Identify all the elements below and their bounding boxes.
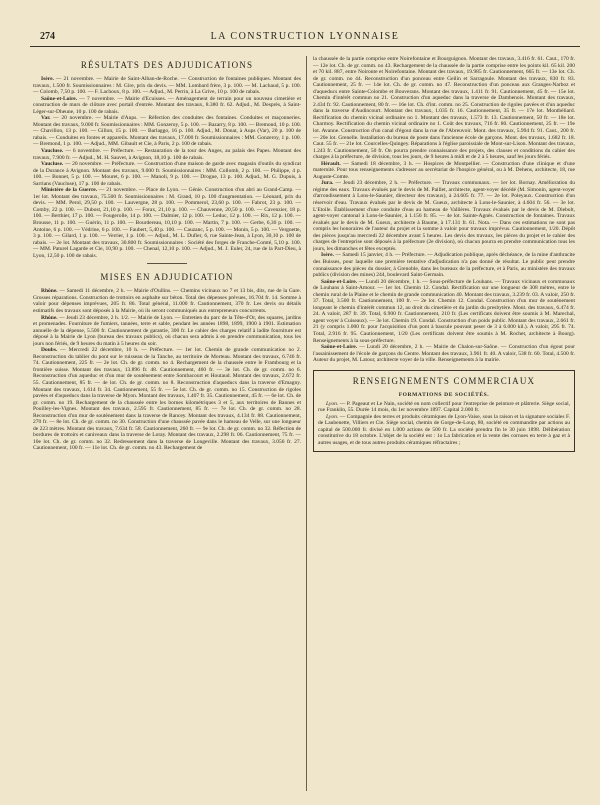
notice-department: Saône-et-Loire. — [321, 344, 358, 351]
notice-department: Jura. — [321, 180, 334, 187]
societe-city: Lyon. — [326, 413, 339, 420]
right-column — [313, 56, 575, 791]
notice-department: Saône-et-Loire. — [41, 95, 78, 102]
page-number: 274 — [40, 31, 55, 42]
notice-paragraph — [33, 315, 301, 348]
notice-paragraph — [313, 161, 575, 181]
notice-department: Hérault. — [321, 160, 341, 167]
notice-department: Ministère de la Guerre. — [41, 187, 98, 194]
notice-paragraph — [33, 347, 301, 452]
notice-department: Rhône. — [41, 314, 58, 321]
notice-text: — 20 novembre. — Préfecture. — Construction d'une maison de garde avec magasin d'outils du syndicat de la Durance à Avignon. Montant des travaux, 9.000 fr. Soumissionnaires : MM. Collomb, 2 p. 100. — Philippe, 4 p. 100. — Bonnet, 5 p. 100. — Mouret, 6 p. 100. — Manoli, 9 p. 100. — Drogue, 13 p. 100. Adjud., M. G. Dupuis, à Sarrians (Vaucluse), 17 p. 100 de rabais. — [33, 161, 301, 187]
notice-paragraph — [33, 148, 301, 161]
societe-paragraph — [318, 401, 570, 414]
notice-paragraph — [313, 344, 575, 364]
notice-department: Var. — [41, 115, 51, 122]
notice-paragraph — [33, 96, 301, 116]
page-header — [30, 30, 580, 47]
mises-list — [33, 288, 301, 452]
notice-paragraph — [33, 288, 301, 314]
notice-text: — Lundi 20 décembre, 1 h. — Sous-préfecture de Louhans. — Travaux vicinaux et communaux de Louhans à Saint-Amour. — 1er lot. Chemin 12. Condal. Rectification sur une longueur de 308 mètres, entre le chemin rural de la Plaine et le chemin de grande communication 40. Montant des travaux, 3.239 fr. 03. A valoir, 250 fr. 37. Total, 3.500 fr. Cautionnement, 100 fr. — 2e lot. Chemin 12. Condal. Construction d'un mur de soutènement longeant le chemin d'intérêt commun 12, au droit du cimetière et du jardin du presbytère. Mont. des travaux, 6.474 fr. 24. A valoir, 287 fr. 39. Total, 6.900 fr. Cautionnement, 210 fr. (Les certificats doivent être soumis à M. Marechal, agent voyer à Cuiseaux). — 3e lot. Chemin 19. Condal. Construction d'un poids public. Montant des travaux, 2.661 fr. 21 (y compris 1.000 fr. pour l'acquisition d'un pont à bascule pouvant peser de 3 à 6.000 kil.). A valoir, 295 fr. 74. Total, 2.916 fr. 95. Cautionnement, 1/20 (Les certificats doivent être soumis à M. Rochet, architecte à Bourg). Renseignements à la sous-préfecture. — [313, 278, 575, 344]
notice-paragraph — [33, 76, 301, 96]
journal-title: LA CONSTRUCTION LYONNAISE — [210, 31, 400, 42]
notice-text: — Samedi 15 janvier, 4 h. — Préfecture. — Adjudication publique, après déchéance, de la mine d'anthracite des Buisses, pour laquelle une première tentative d'adjudication n'a pas donné de résultat. Le public peut prendre connaissance des pièces du dossier, à Grenoble, dans les bureaux de la préfecture, et à Paris, au ministère des travaux publics (division des mines) 244, boulevard Saint-Germain. — [313, 252, 575, 279]
societe-paragraph — [318, 414, 570, 447]
adjudications-heading: RÉSULTATS DES ADJUDICATIONS — [80, 60, 254, 70]
notice-paragraph — [33, 161, 301, 187]
societe-text: — P. Pageaut et Le Nain, société en nom collectif pour l'entreprise de peinture et plâtrerie. Siège social, rue Franklin, 55. Durée 14 mois, du 1er novembre 1897. Capital 2.000 fr. — [318, 400, 570, 414]
notice-department: Rhône. — [41, 288, 58, 295]
mises-heading: MISES EN ADJUDICATION — [100, 272, 234, 283]
notice-text: — 7 novembre. — Mairie d'Ecuisses. — Aménagement de terrain pour un nouveau cimetière et construction de murs de clôture avec portail d'entrée. Montant des travaux, 8.380 fr. 62. Adjud., M. Desprès, à Saint-Léger-sur-Dheune, 10 p. 100 de rabais. — [33, 95, 301, 115]
notice-department: Isère. — [321, 252, 334, 259]
societe-city: Lyon. — [326, 400, 339, 407]
notice-text: — 6 novembre. — Préfecture. — Restauration de la tour des Anges, au palais des Papes. Montant des travaux, 7.900 fr. — Adjud., M. H. Sauvet, à Avignon, 18,10 p. 100 de rabais. — [33, 148, 301, 161]
notice-text: — Mercredi 22 décembre, 10 h. — Préfecture. — 1er lot. Chemin de grande communication no 2. Reconstruction du tablier du pont sur le ruisseau de la Tanche, au territoire de Morteau. Montant des travaux, 6.746 fr. 74. Cautionnement, 225 fr. — 2e lot. Ch. de gr. comm. no 4. Rechargement de la chaussée entre le Frambourg et la frontière suisse. Montant des travaux, 13.896 fr. 48. Cautionnement, 460 fr. — 3e lot. Ch. de gr. comm. no 6. Reconstruction d'un aqueduc et d'un mur de soutènement entre Sombacourt et Houtaud. Montant des travaux, 2.672 fr. 55. Cautionnement, 85 fr. — 4e lot. Ch. de gr. comm. no 8. Reconstruction d'aqueducs dans la traverse d'Emagny. Montant des travaux, 1.614 fr. 34. Cautionnement, 55 fr. — 5e lot. Ch. de gr. comm. no 15. Construction de rigoles pavées et d'aqueducs dans la traverse de Myon. Montant des travaux, 1.407 fr. 35. Cautionnement, 45 fr. — 6e lot. Ch. de gr. comm. no 19. Rechargement de la chaussée entre les bornes kilométriques 3 et 5, aux territoires de Bannes et Pouilley-les-Vignes. Montant des travaux, 2.595 fr. Cautionnement, 85 fr. — 7e lot. Ch. de gr. comm. no 28. Reconstruction d'un mur de soutènement dans la traverse de Rancey. Montant des travaux, 4.134 fr. 88. Cautionnement, 270 fr. — 8e lot. Ch. de gr. comm. no 30. Construction d'une chaussée pavée dans le hameau de Velle, sur une longueur de 223 mètres. Montant des travaux, 7.634 fr. 58. Cautionnement, 260 fr. — 9e lot. Ch. de gr. comm. no 32. Réfection de bordures de trottoirs et caniveaux dans la traverse de Loray. Montant des travaux, 2.298 fr. 06. Cautionnement, 75 fr. — 10e lot. Ch. de gr. comm. no 32. Redressement dans la traverse de Longeville. Montant des travaux, 3.056 fr. 27. Cautionnement, 100 fr. — 11e lot. Ch. de gr. comm. no 43. Rechargement de — [33, 347, 301, 452]
notice-text: — 21 novembre. — Mairie de Saint-Alban-de-Roche. — Construction de fontaines publiques. Montant des travaux, 1.500 fr. Soumissionnaires : M. Gire, prix du devis. — MM. Lombard frère, 3 p. 100. — M. Lachaud, 5 p. 100. — Colomb, 7,50 p. 100. — F. Lachoux, 8 p. 100. — Adjud., M. Perrin, à La Grive, 10 p. 100 de rabais. — [33, 76, 301, 96]
notice-paragraph — [33, 187, 301, 259]
section-divider — [147, 263, 187, 264]
notice-text: — Lundi 20 décembre, 2 h. — Mairie de Chalon-sur-Saône. — Construction d'un égout pour l'assainissement de l'école de garçons du Centre. Montant des travaux, 3.961 fr. 40. A valoir, 538 fr. 60. Total, 4.500 fr. Auteur du projet, M. Latour, architecte voyer de la ville. Renseignements à la mairie. — [313, 344, 575, 364]
notice-department: Isère. — [41, 76, 54, 82]
societes-heading: FORMATIONS DE SOCIÉTÉS. — [398, 391, 490, 398]
notice-department: Vaucluse. — [41, 148, 64, 155]
notice-department: Saône-et-Loire. — [321, 278, 358, 285]
notice-text: — Samedi 18 décembre, 3 h. — Hospices de Montpellier. — Construction d'une clinique et d'une maternité. Pour tous renseignements s'adresser au secrétariat de l'hospice général, ou à M. Dehens, architecte, 18, rue Auguste-Comte. — [313, 160, 575, 180]
notice-department: Vaucluse. — [41, 161, 64, 168]
commercial-section — [313, 370, 575, 452]
notice-paragraph — [313, 279, 575, 344]
notice-paragraph — [313, 252, 575, 278]
notice-paragraph — [33, 115, 301, 148]
continuation-paragraph: la chaussée de la partie comprise entre Noirefontaine et Bourguignon. Montant des travaux, 3.416 fr. 61. Caut., 170 fr. — 12e lot. Ch. de gr. comm. no 43. Rechargement de la chaussée de la partie comprise entre les points kil. 65 kil. 200 et 70 kil. 887, entre Noironte et Noirefontaine. Montant des travaux, 19.985 fr. Cautionnement, 665 fr. — 13e lot. Ch. de gr. comm. no 44. Reconstruction d'un ponceau entre Geilin et Sarragoule. Montant des travaux, 830 fr. 83. Cautionnement, 25 fr. — 14e lot. Ch. de gr. comm. no 47. Reconstruction d'un ponceau aux Granges-Narboz et d'aqueducs entre Sainte-Colombe et Bouverans. Montant des travaux, 1.411 fr. 91. Cautionnement, 45 fr. — 15e lot. Chemin d'intérêt commun no 21. Construction d'un aqueduc dans la traverse de Dambenois. Montant des travaux, 2.434 fr. 92. Cautionnement, 80 fr. — 16e lot. Ch. d'int. comm. no 25. Construction de rigoles pavées et d'un aqueduc dans la traverse d'Audincourt. Montant des travaux, 1.035 fr. 16. Cautionnement, 35 fr. — 17e lot. Montbéliard. Rectification du chemin vicinal ordinaire no 1. Montant des travaux, 1.573 fr. 13. Cautionnement, 50 fr. — 18e lot. Charmoy. Rectification du chemin vicinal ordinaire no 1. Coût des travaux, 716 fr. 80. Cautionnement, 25 fr. — 19e lot. Avanne. Construction d'un canal d'égout dans la rue de l'Abreuvoir. Mont. des travaux, 5.994 fr. 91. Caut., 200 fr. — 20e lot. Grenelle. Installation du bureau de poste dans l'ancienne école de garçons. Mont. des travaux, 1.682 fr. 18. Caut. 55 fr. — 21e lot. Courcelles-Quingey. Réparations à l'église paroissiale de Mont-sur-Lison. Montant des travaux, 1.243 fr. Cautionnement, 50 fr. On pourra prendre connaissance des projets, des clauses et conditions du cahier des charges à la préfecture, 4e division, tous les jours, de 9 heures à midi et de 2 à 5 heures, sauf les jours fériés. — [313, 56, 575, 161]
notice-text: — 20 novembre. — Mairie d'Aups. — Réfection des conduites des fontaines. Conduites et maçonneries. Montant des travaux, 9.000 fr. Soumissionnaires : MM. Gonzeroy, 5 p. 100. — Bazarry, 8 p. 100. — Bremond, 10 p. 100. — Chavillon, 13 p. 100. — Gillon, 15 p. 100. — Barlaggo, 16 p. 100. Adjud., M. Donat, à Aups (Var), 20 p. 100 de rabais. — Conduites en fontes et appareils. Montant des travaux, 17.000 fr. Soumissionnaires : MM. Gonzeroy, 1 p. 100. — Bremond, 1 p. 100. — Adjud., MM. Gibault et Cie, à Paris, 2 p. 100 de rabais. — [33, 115, 301, 148]
notice-paragraph — [313, 180, 575, 252]
societe-text: — Compagnie des terres et produits céramiques de Lyon-Vaise, sous la raison et la signature sociales F. de Laubenette, Villiers et Cie. Siège social, chemin de Gorge-de-Loup, 80, société en commandite par actions au capital de 500.000 fr. divisé en 1.000 actions de 500 fr. La société prendra fin le 30 juin 1898. Délibération constitutive du 18 octobre. L'objet de la société est : 1o La fabrication et la vente des cornues en terre à gaz et à autres usages, et de tous autres produits céramiques réfractaires ; — [318, 413, 570, 446]
adjudications-list — [33, 76, 301, 259]
left-column — [33, 56, 301, 791]
commercial-heading: RENSEIGNEMENTS COMMERCIAUX — [352, 375, 536, 386]
notice-text: — Jeudi 23 décembre, 2 h. — Préfecture. — Travaux communaux. — 1er lot. Bornay. Amélioration du régime des eaux. Travaux évalués par le devis de M. Paillet, architecte, agent-voyer décédé (M. Simonin, agent-voyer d'arrondissement à Lons-le-Saunier, directeur des travaux), à 24.605 fr. 77. — 2e lot. Poleyaux. Construction d'un réservoir d'eau. Travaux évalués par le devis de M. Gueux, architecte à Lons-le-Saunier, à 4.604 fr. 56. — 3e lot. L'Etoile. Établissement d'une conduite d'eau au hameau de Vallières. Travaux évalués par le devis de M. Diebolt, agent-voyer cantonal à Lons-le-Saunier, à 1.156 fr. 85. — 4e lot. Sainte-Agnès. Construction de fontaines. Travaux évalués par le devis de M. Gueux, architecte à Baume, à 17.131 fr. 61. Nota. — Dans ces estimations ne sont pas compris les honoraires de l'auteur du projet et la somme à valoir pour travaux imprévus. Cautionnement, 1/20. Dépôt des pièces jusqu'au mercredi 22 décembre avant 5 heures. Les devis des travaux, les pièces du projet et le cahier des charges de l'entreprise sont déposés à la préfecture (2e division), où chacun pourra en prendre communication tous les jours, les dimanches et fêtes exceptés. — [313, 180, 575, 252]
column-rule — [306, 56, 307, 791]
notice-department: Doubs. — [41, 347, 58, 354]
notice-text: — 21 novembre. — Place de Lyon. — Génie. Construction d'un abri au Grand-Camp. — 1er lot. Montant des travaux, 75.500 fr. Soumissionnaires : M. Grand, 10 p. 100 d'augmentation. — Léonard, prix du devis. — MM. Perol, 29,50 p. 100. — Lauvergne, 28 p. 100. — Pommerol, 23,60 p. 100. — Fabrot, 23 p. 100. — Comby, 22 p. 100. — Dubost, 21,10 p. 100. — Forax, 21,10 p. 100. — Chauvenne, 20,50 p. 100. — Cavenzier, 18 p. 100. — Berthier, 17 p. 100. — Fougerolle, 14 p. 100. — Dalmier, 12 p. 100. — Leduc, 12 p. 100. — Rix, 12 p. 100. — Brousse, 11 p. 100. — Guérin, 11 p. 100. — Bourdereau, 10,10 p. 100. — Martin, 7 p. 100. — Gerbe, 6,30 p. 100. — Antoine, 6 p. 100. — Védrine, 6 p. 100. — Faubert, 5,40 p. 100. — Cauzanc, 5 p. 100. — Monin, 5 p. 100. — Vergnette, 3 p. 100. — Gilard, 1 p. 100. — Verrier, 1 p. 100. — Adjud., M. L. Dufier, 6, rue Sainte-Jean, à Lyon, 30,10 p. 100 de rabais. — 2e lot. Montant des travaux, 30.800 fr. Soumissionnaires : Société des forges de Franche-Comté, 5,10 p. 100. — MM. Paturel Lagarde et Cie, 10,90 p. 100. — Chenal, 12,10 p. 100. — Adjud., M. J. Euler, 24, rue de la Part-Dieu, à Lyon, 12,50 p. 100 de rabais. — [33, 187, 301, 259]
notice-text: — Samedi 11 décembre, 2 h. — Mairie d'Oullins. — Chemins vicinaux no 7 et 13 bis, dits, rue de la Gare. Grosses réparations. Construction de trottoirs en asphalte sur béton. Total des dépenses prévues, 16.704 fr. 14. Somme à valoir pour dépenses imprévues, 205 fr. 86. Total général, 11.000 fr. Cautionnement, 370 fr. Les devis ou détails estimatifs des travaux sont déposés à la Mairie, où ils seront communiqués aux entrepreneurs concurrents. — [33, 288, 301, 314]
notice-text: — Jeudi 23 décembre, 2 h. 1/2. — Mairie de Lyon. — Entretien du parc de la Tête-d'Or, des squares, jardins et promenades. Fourniture de fumiers, tannées, terre et sable, pendant les années 1898, 1899, 1900 à 1901. Estimation annuelle de la dépense, 5.500 fr. Cautionnement de garantie, 300 fr. Le cahier des charges relatif à ladite fourniture est déposé à la Mairie de Lyon (bureau des travaux publics), où chacun sera admis à en prendre communication, tous les jours non fériés, de 9 heures du matin à 5 heures du soir. — [33, 314, 301, 347]
